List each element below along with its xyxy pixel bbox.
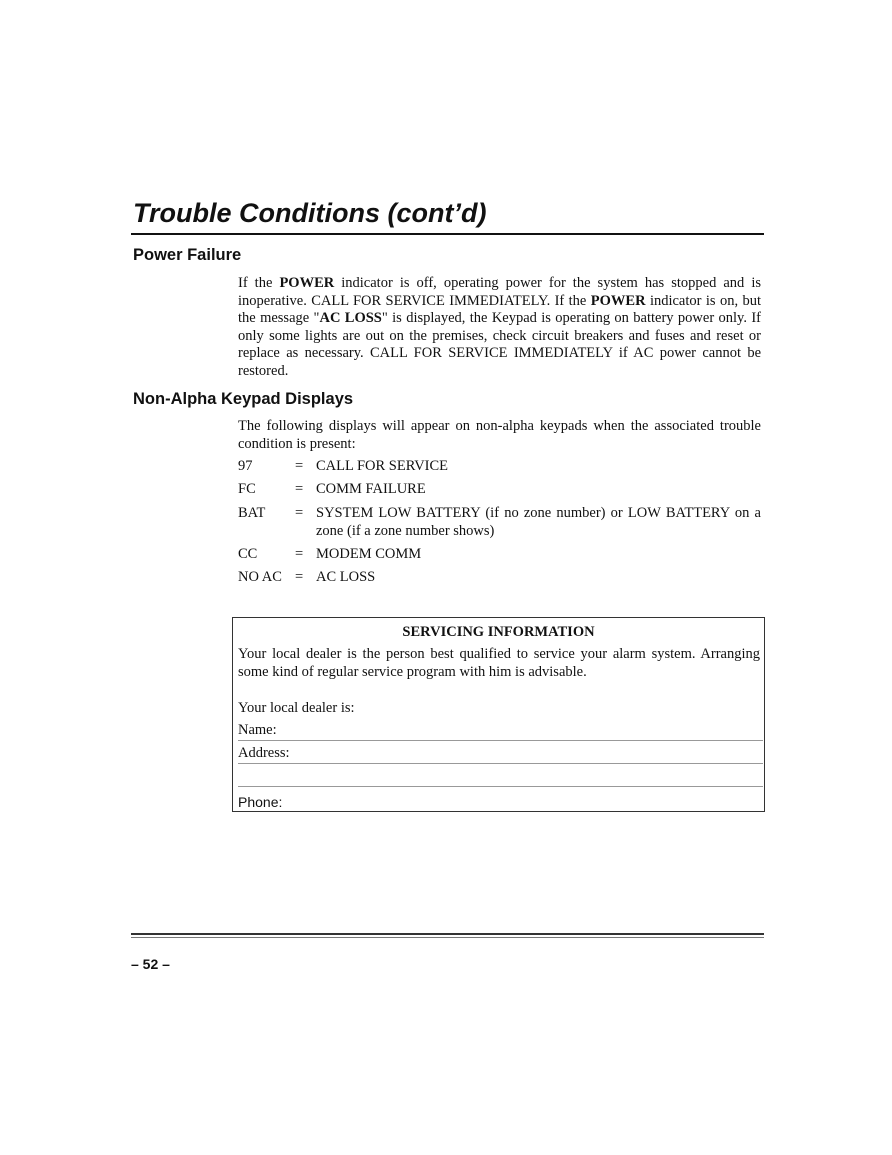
- display-code: BAT: [238, 505, 266, 521]
- display-code: CC: [238, 546, 258, 562]
- dealer-intro: Your local dealer is:: [238, 700, 355, 716]
- title-rule: [131, 233, 764, 235]
- non-alpha-heading: Non-Alpha Keypad Displays: [133, 390, 354, 408]
- page-title: Trouble Conditions (cont’d): [133, 198, 487, 228]
- servicing-information-box: [232, 617, 765, 812]
- display-equals: =: [295, 458, 304, 474]
- servicing-title: SERVICING INFORMATION: [402, 624, 595, 640]
- display-row: [238, 546, 761, 564]
- display-row: [238, 569, 761, 587]
- display-description: AC LOSS: [316, 569, 376, 585]
- footer-rule-thin: [131, 937, 764, 938]
- display-code: 97: [238, 458, 253, 474]
- display-code: NO AC: [238, 569, 282, 585]
- address-field-line-2[interactable]: [238, 766, 763, 787]
- non-alpha-intro: The following displays will appear on non-alpha keypads when the associated trouble condition is present:: [238, 418, 761, 452]
- display-code: FC: [238, 481, 256, 497]
- display-equals: =: [295, 505, 304, 521]
- page-number: – 52 –: [131, 956, 170, 972]
- display-description: MODEM COMM: [316, 546, 422, 562]
- name-field[interactable]: [238, 720, 763, 741]
- power-failure-paragraph: If the POWER indicator is off, operating power for the system has stopped and is inoperative. CALL FOR SERVICE IMMEDIATELY. If the POWER indicator is on, but the message "AC LOSS" is displayed, the Keypad is operating on battery power only. If only some lights are out on the premises, check circuit breakers and fuses and reset or replace as necessary. CALL FOR SERVICE IMMEDIATELY if AC power cannot be restored.: [238, 275, 761, 379]
- display-description: CALL FOR SERVICE: [316, 458, 449, 474]
- address-field[interactable]: [238, 743, 763, 764]
- display-description: COMM FAILURE: [316, 481, 426, 497]
- display-equals: =: [295, 481, 304, 497]
- name-label: Name:: [238, 722, 277, 738]
- display-description: SYSTEM LOW BATTERY (if no zone number) or LOW BATTERY on a zone (if a zone number shows): [316, 505, 761, 539]
- phone-label: Phone:: [238, 794, 283, 810]
- power-failure-heading: Power Failure: [133, 246, 242, 264]
- address-label: Address:: [238, 745, 290, 761]
- display-row: [238, 505, 761, 540]
- display-row: [238, 458, 761, 476]
- footer-rule: [131, 933, 764, 935]
- display-equals: =: [295, 546, 304, 562]
- display-row: [238, 481, 761, 499]
- servicing-text: Your local dealer is the person best qualified to service your alarm system. Arranging some kind of regular service program with him is advisable.: [238, 646, 760, 680]
- display-equals: =: [295, 569, 304, 585]
